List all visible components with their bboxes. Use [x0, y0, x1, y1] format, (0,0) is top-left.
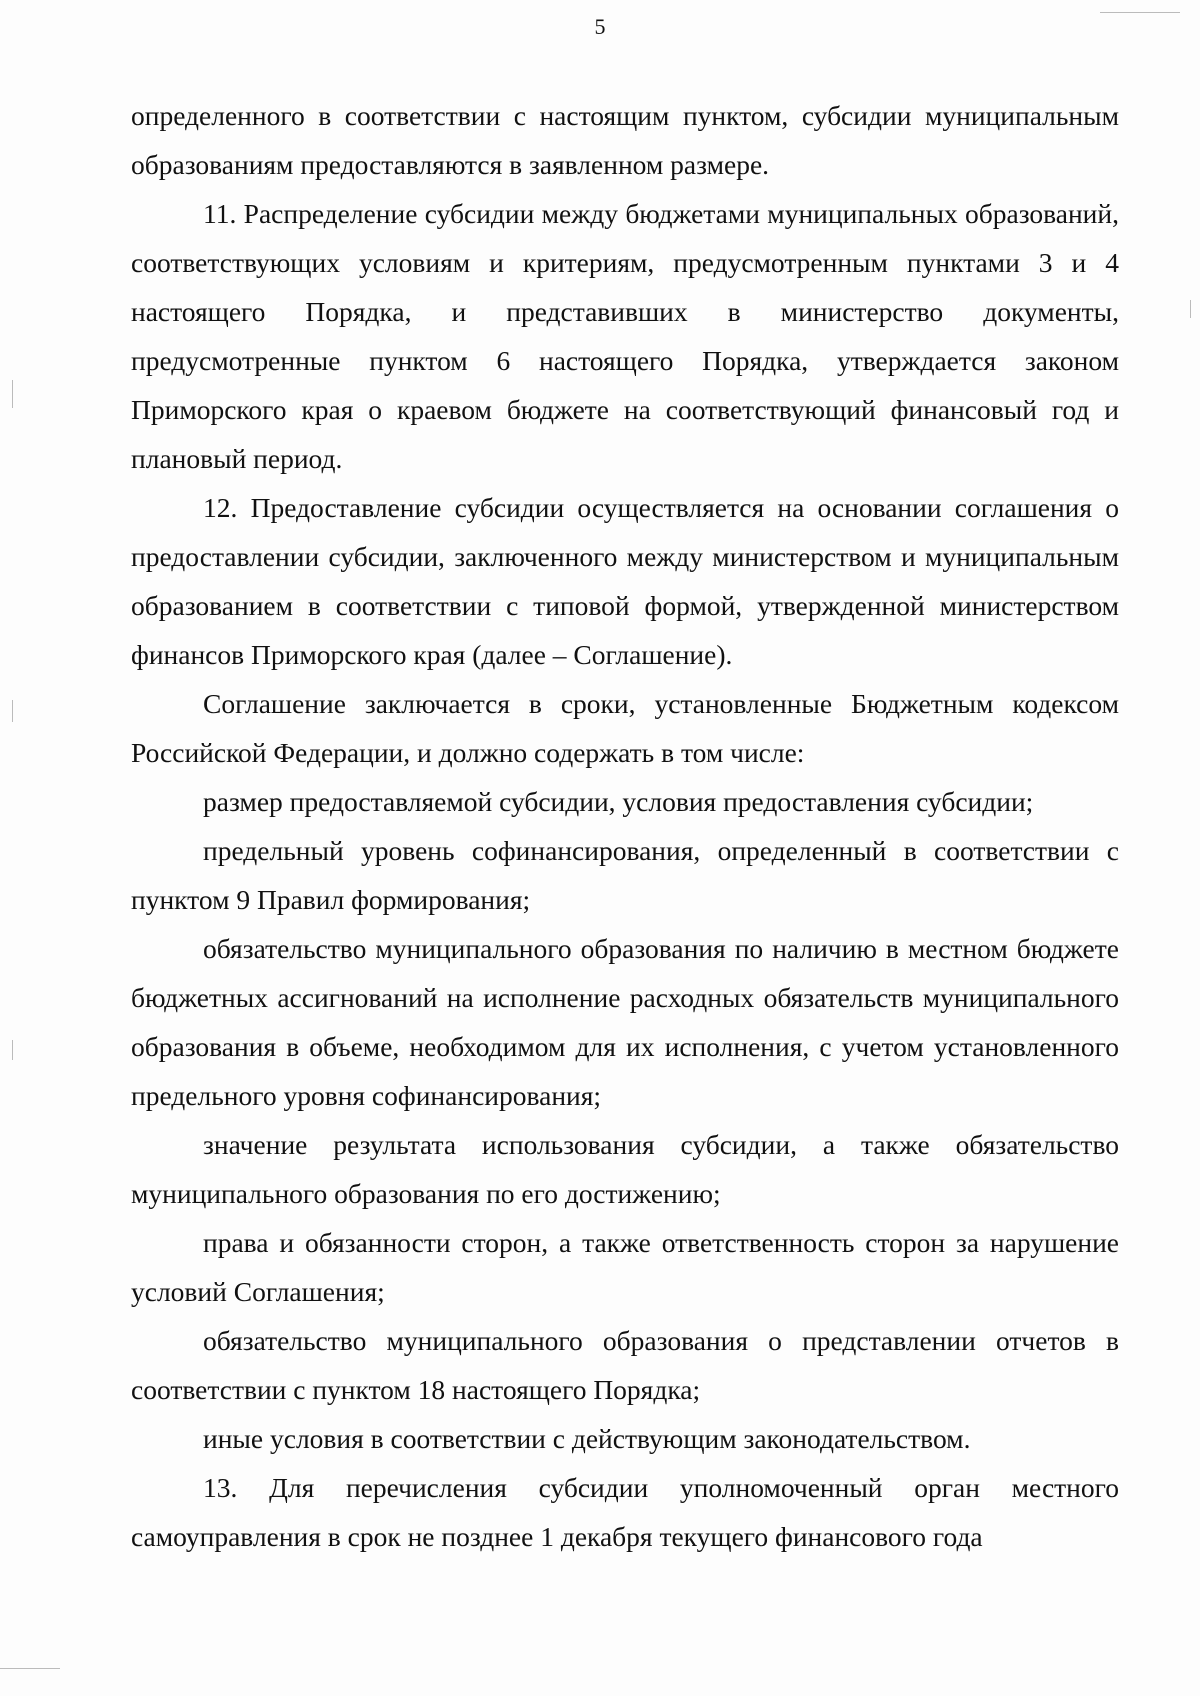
scan-artifact	[1190, 300, 1191, 318]
paragraph-subsidy-size: размер предоставляемой субсидии, условия предоставления субсидии;	[203, 786, 1034, 817]
paragraph-item-13: 13. Для перечисления субсидии уполномоченный орган местного самоуправления в срок не позднее 1 декабря текущего финансового года	[131, 1472, 1119, 1552]
scan-artifact	[12, 700, 13, 722]
paragraph-item-12: 12. Предоставление субсидии осуществляется на основании соглашения о предоставлении субсидии, заключенного между министерством и муниципальным образованием в соответствии с типовой формой, утвержденной министерством финансов Приморского края (далее – Соглашение).	[131, 492, 1119, 670]
scan-artifact	[1100, 12, 1180, 13]
paragraph-result-value: значение результата использования субсидии, а также обязательство муниципального образования по его достижению;	[131, 1129, 1119, 1209]
paragraph-budget-obligation: обязательство муниципального образования по наличию в местном бюджете бюджетных ассигнований на исполнение расходных обязательств муниципального образования в объеме, необходимом для их исполнения, с учетом установленного предельного уровня софинансирования;	[131, 933, 1119, 1111]
scan-artifact	[12, 1040, 13, 1060]
paragraph-agreement-terms: Соглашение заключается в сроки, установленные Бюджетным кодексом Российской Федерации, и должно содержать в том числе:	[131, 688, 1119, 768]
paragraph-reporting-obligation: обязательство муниципального образования о представлении отчетов в соответствии с пунктом 18 настоящего Порядка;	[131, 1325, 1119, 1405]
scan-artifact	[0, 1668, 60, 1669]
paragraph-continuation: определенного в соответствии с настоящим пунктом, субсидии муниципальным образованиям предоставляются в заявленном размере.	[131, 100, 1119, 180]
paragraph-other-conditions: иные условия в соответствии с действующим законодательством.	[203, 1423, 971, 1454]
paragraph-cofinancing-level: предельный уровень софинансирования, определенный в соответствии с пунктом 9 Правил формирования;	[131, 835, 1119, 915]
paragraph-rights-duties: права и обязанности сторон, а также ответственность сторон за нарушение условий Соглашения;	[131, 1227, 1119, 1307]
scan-artifact	[12, 380, 13, 408]
page-number: 5	[594, 14, 606, 39]
paragraph-item-11: 11. Распределение субсидии между бюджетами муниципальных образований, соответствующих условиям и критериям, предусмотренным пунктами 3 и 4 настоящего Порядка, и представивших в министерство документы, предусмотренные пунктом 6 настоящего Порядка, утверждается законом Приморского края о краевом бюджете на соответствующий финансовый год и плановый период.	[131, 198, 1119, 474]
document-body	[131, 91, 1119, 1561]
